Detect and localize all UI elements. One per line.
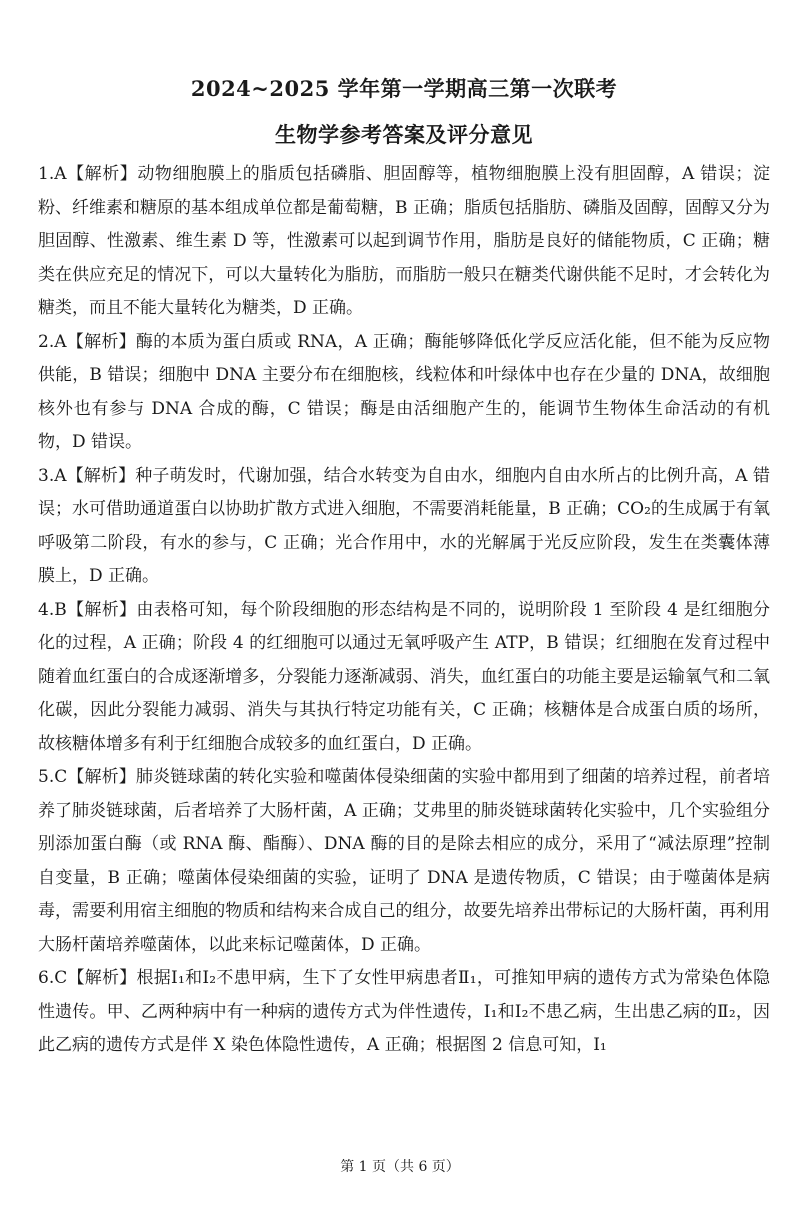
answer-item-3: 3.A【解析】种子萌发时，代谢加强，结合水转变为自由水，细胞内自由水所占的比例升高，A 错误；水可借助通道蛋白以协助扩散方式进入细胞，不需要消耗能量，B 正确；CO₂的生成属于有氧呼吸第二阶段，有水的参与，C 正确；光合作用中，水的光解属于光反应阶段，发生在类囊体薄膜上，D 正确。: [38, 465, 770, 586]
answer-item-2: 2.A【解析】酶的本质为蛋白质或 RNA，A 正确；酶能够降低化学反应活化能，但不能为反应物供能，B 错误；细胞中 DNA 主要分布在细胞核，线粒体和叶绿体中也存在少量的 DNA，故细胞核外也有参与 DNA 合成的酶，C 错误；酶是由活细胞产生的，能调节生物体生命活动的有机物，D 错误。: [38, 331, 770, 452]
page-footer: 第 1 页（共 6 页）: [340, 1159, 460, 1175]
answer-item-5: 5.C【解析】肺炎链球菌的转化实验和噬菌体侵染细菌的实验中都用到了细菌的培养过程，前者培养了肺炎链球菌，后者培养了大肠杆菌，A 正确；艾弗里的肺炎链球菌转化实验中，几个实验组分别添加蛋白酶（或 RNA 酶、酯酶）、DNA 酶的目的是除去相应的成分，采用了“减法原理”控制自变量，B 正确；噬菌体侵染细菌的实验，证明了 DNA 是遗传物质，C 错误；由于噬菌体是病毒，需要利用宿主细胞的物质和结构来合成自己的组分，故要先培养出带标记的大肠杆菌，再利用大肠杆菌培养噬菌体，以此来标记噬菌体，D 正确。: [38, 767, 770, 955]
answer-item-6: 6.C【解析】根据Ⅰ₁和Ⅰ₂不患甲病，生下了女性甲病患者Ⅱ₁，可推知甲病的遗传方式为常染色体隐性遗传。甲、乙两种病中有一种病的遗传方式为伴性遗传，Ⅰ₁和Ⅰ₂不患乙病，生出患乙病的Ⅱ₂，因此乙病的遗传方式是伴 X 染色体隐性遗传，A 正确；根据图 2 信息可知，Ⅰ₁: [38, 968, 770, 1055]
page-title: 2024~2025 学年第一学期高三第一次联考: [190, 76, 618, 101]
answer-item-4: 4.B【解析】由表格可知，每个阶段细胞的形态结构是不同的，说明阶段 1 至阶段 4 是红细胞分化的过程，A 正确；阶段 4 的红细胞可以通过无氧呼吸产生 ATP，B 错误；红细胞在发育过程中随着血红蛋白的合成逐渐增多，分裂能力逐渐减弱、消失，血红蛋白的功能主要是运输氧气和二氧化碳，因此分裂能力减弱、消失与其执行特定功能有关，C 正确；核糖体是合成蛋白质的场所，故核糖体增多有利于红细胞合成较多的血红蛋白，D 正确。: [38, 599, 770, 754]
page-subtitle: 生物学参考答案及评分意见: [275, 122, 533, 147]
answer-item-1: 1.A【解析】动物细胞膜上的脂质包括磷脂、胆固醇等，植物细胞膜上没有胆固醇，A 错误；淀粉、纤维素和糖原的基本组成单位都是葡萄糖，B 正确；脂质包括脂肪、磷脂及固醇，固醇又分为胆固醇、性激素、维生素 D 等，性激素可以起到调节作用，脂肪是良好的储能物质，C 正确；糖类在供应充足的情况下，可以大量转化为脂肪，而脂肪一般只在糖类代谢供能不足时，才会转化为糖类，而且不能大量转化为糖类，D 正确。: [38, 164, 770, 318]
